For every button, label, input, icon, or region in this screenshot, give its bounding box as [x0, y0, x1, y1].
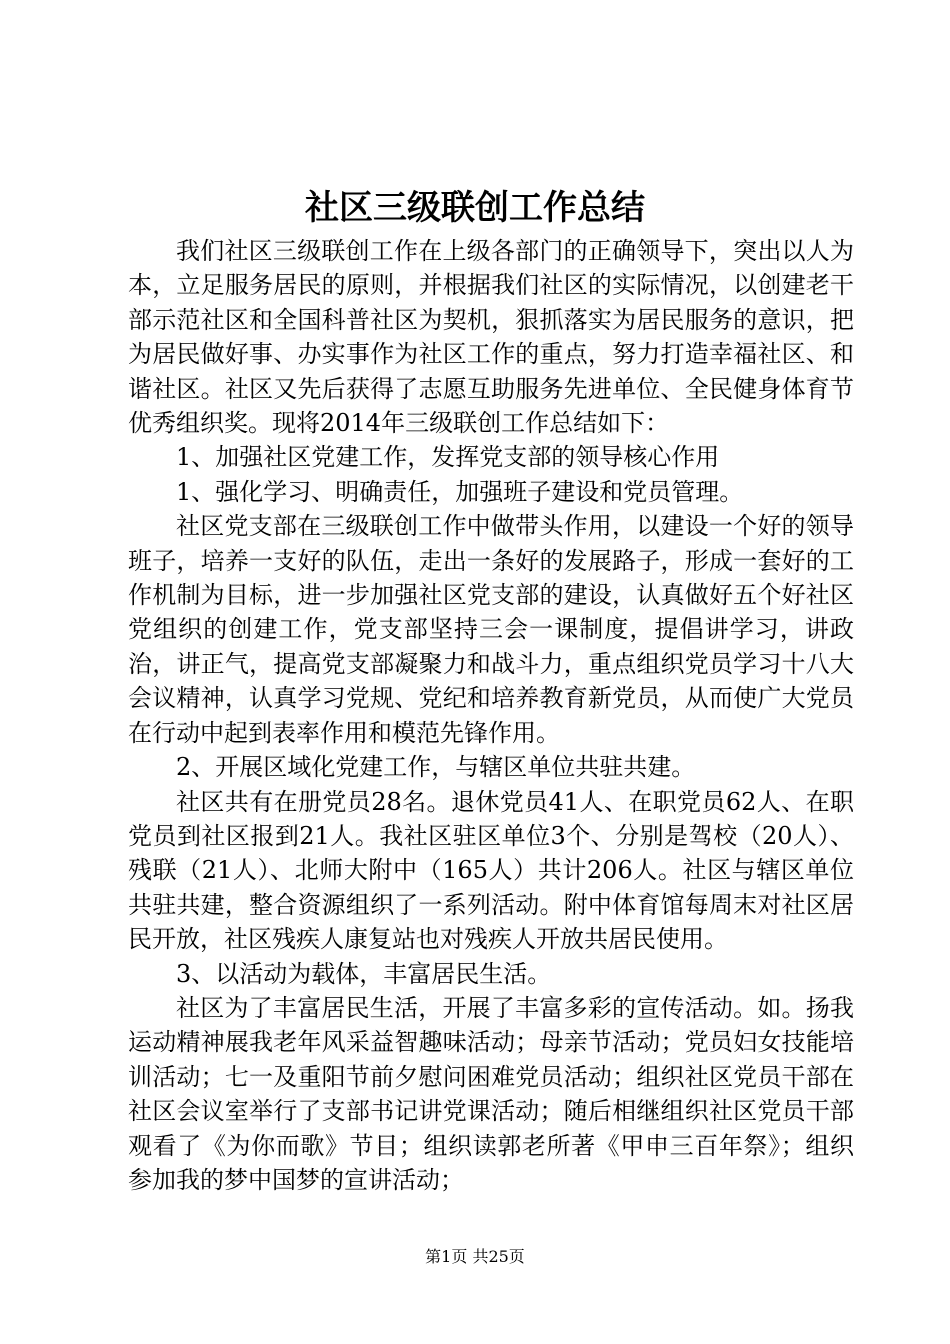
subheading-1: 1、强化学习、明确责任，加强班子建设和党员管理。: [176, 477, 744, 506]
subheading-3: 3、以活动为载体，丰富居民生活。: [176, 959, 552, 988]
document-body: [128, 234, 854, 1197]
paragraph-members: 社区共有在册党员28名。退休党员41人、在职党员62人、在职党员到社区报到21人。我社区驻区单位3个、分别是驾校（20人）、残联（21人）、北师大附中（165人）共计206人。社区与辖区单位共驻共建，整合资源组织了一系列活动。附中体育馆每周末对社区居民开放，社区残疾人康复站也对残疾人开放共居民使用。: [128, 787, 854, 954]
heading-section-1: 1、加强社区党建工作，发挥党支部的领导核心作用: [176, 443, 720, 472]
paragraph-party-branch: 社区党支部在三级联创工作中做带头作用，以建设一个好的领导班子，培养一支好的队伍，走出一条好的发展路子，形成一套好的工作机制为目标，进一步加强社区党支部的建设，认真做好五个好社区党组织的创建工作，党支部坚持三会一课制度，提倡讲学习，讲政治，讲正气，提高党支部凝聚力和战斗力，重点组织党员学习十八大会议精神，认真学习党规、党纪和培养教育新党员，从而使广大党员在行动中起到表率作用和模范先锋作用。: [128, 512, 854, 747]
paragraph-intro: 我们社区三级联创工作在上级各部门的正确领导下，突出以人为本，立足服务居民的原则，并根据我们社区的实际情况，以创建老干部示范社区和全国科普社区为契机，狠抓落实为居民服务的意识，把为居民做好事、办实事作为社区工作的重点，努力打造幸福社区、和谐社区。社区又先后获得了志愿互助服务先进单位、全民健身体育节优秀组织奖。现将2014年三级联创工作总结如下：: [128, 237, 854, 438]
document-title: 社区三级联创工作总结: [305, 188, 645, 228]
subheading-2: 2、开展区域化党建工作，与辖区单位共驻共建。: [176, 753, 696, 782]
page-footer: 第1页 共25页: [425, 1247, 525, 1266]
paragraph-activities: 社区为了丰富居民生活，开展了丰富多彩的宣传活动。如。扬我运动精神展我老年风采益智趣味活动；母亲节活动；党员妇女技能培训活动；七一及重阳节前夕慰问困难党员活动；组织社区党员干部在社区会议室举行了支部书记讲党课活动；随后相继组织社区党员干部观看了《为你而歌》节目；组织读郭老所著《甲申三百年祭》；组织参加我的梦中国梦的宣讲活动；: [128, 993, 854, 1194]
